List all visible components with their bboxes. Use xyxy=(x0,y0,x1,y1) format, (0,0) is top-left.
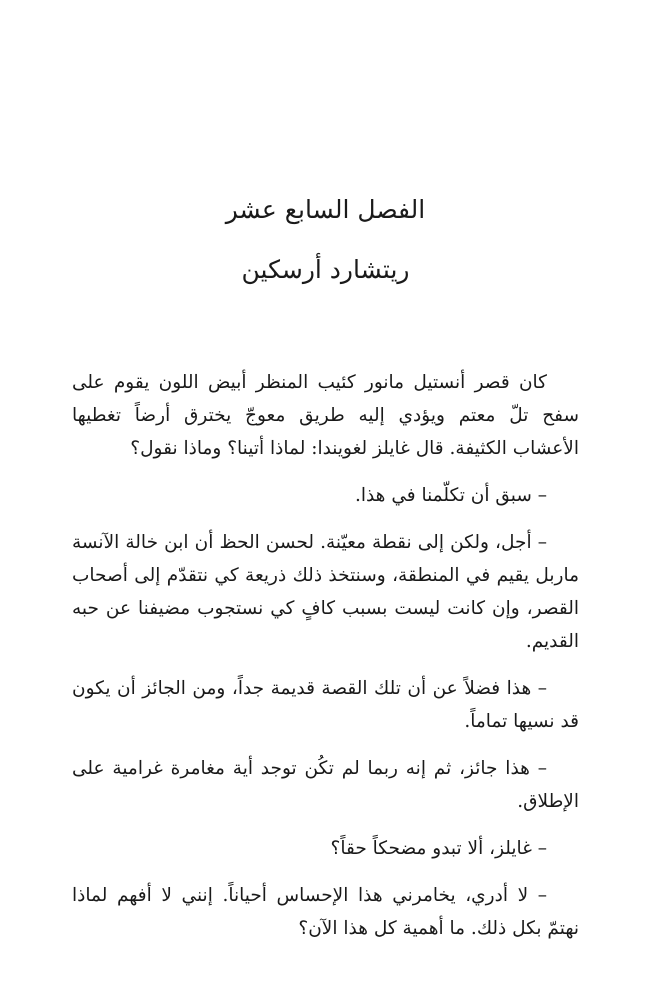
dialogue-line: – أجل، ولكن إلى نقطة معيّنة. لحسن الحظ أن ابن خالة الآنسة ماربل يقيم في المنطقة، وسنتخذ ذلك ذريعة كي نتقدّم إلى أصحاب القصر، وإن كانت ليست بسبب كافٍ كي نستجوب مضيفنا عن حبه القديم. xyxy=(72,532,579,652)
dialogue-line: – سبق أن تكلّمنا في هذا. xyxy=(354,485,547,506)
dialogue-line: – غايلز، ألا تبدو مضحكاً حقاً؟ xyxy=(330,838,547,859)
dialogue-line: – لا أدري، يخامرني هذا الإحساس أحياناً. إنني لا أفهم لماذا نهتمّ بكل ذلك. ما أهمية كل هذا الآن؟ xyxy=(72,885,579,939)
book-page xyxy=(72,0,579,1000)
chapter-number-heading: الفصل السابع عشر xyxy=(225,195,426,224)
dialogue-line: – هذا جائز، ثم إنه ربما لم تكُن توجد أية مغامرة غرامية على الإطلاق. xyxy=(72,758,579,812)
chapter-body xyxy=(72,366,579,959)
chapter-title-heading: ريتشارد أرسكين xyxy=(241,255,410,284)
dialogue-line: – هذا فضلاً عن أن تلك القصة قديمة جداً، ومن الجائز أن يكون قد نسيها تماماً. xyxy=(72,678,579,732)
paragraph-intro: كان قصر أنستيل مانور كئيب المنظر أبيض اللون يقوم على سفح تلّ معتم ويؤدي إليه طريق معوجّ يخترق أرضاً تغطيها الأعشاب الكثيفة. قال غايلز لغويندا: لماذا أتينا؟ وماذا نقول؟ xyxy=(72,372,579,459)
